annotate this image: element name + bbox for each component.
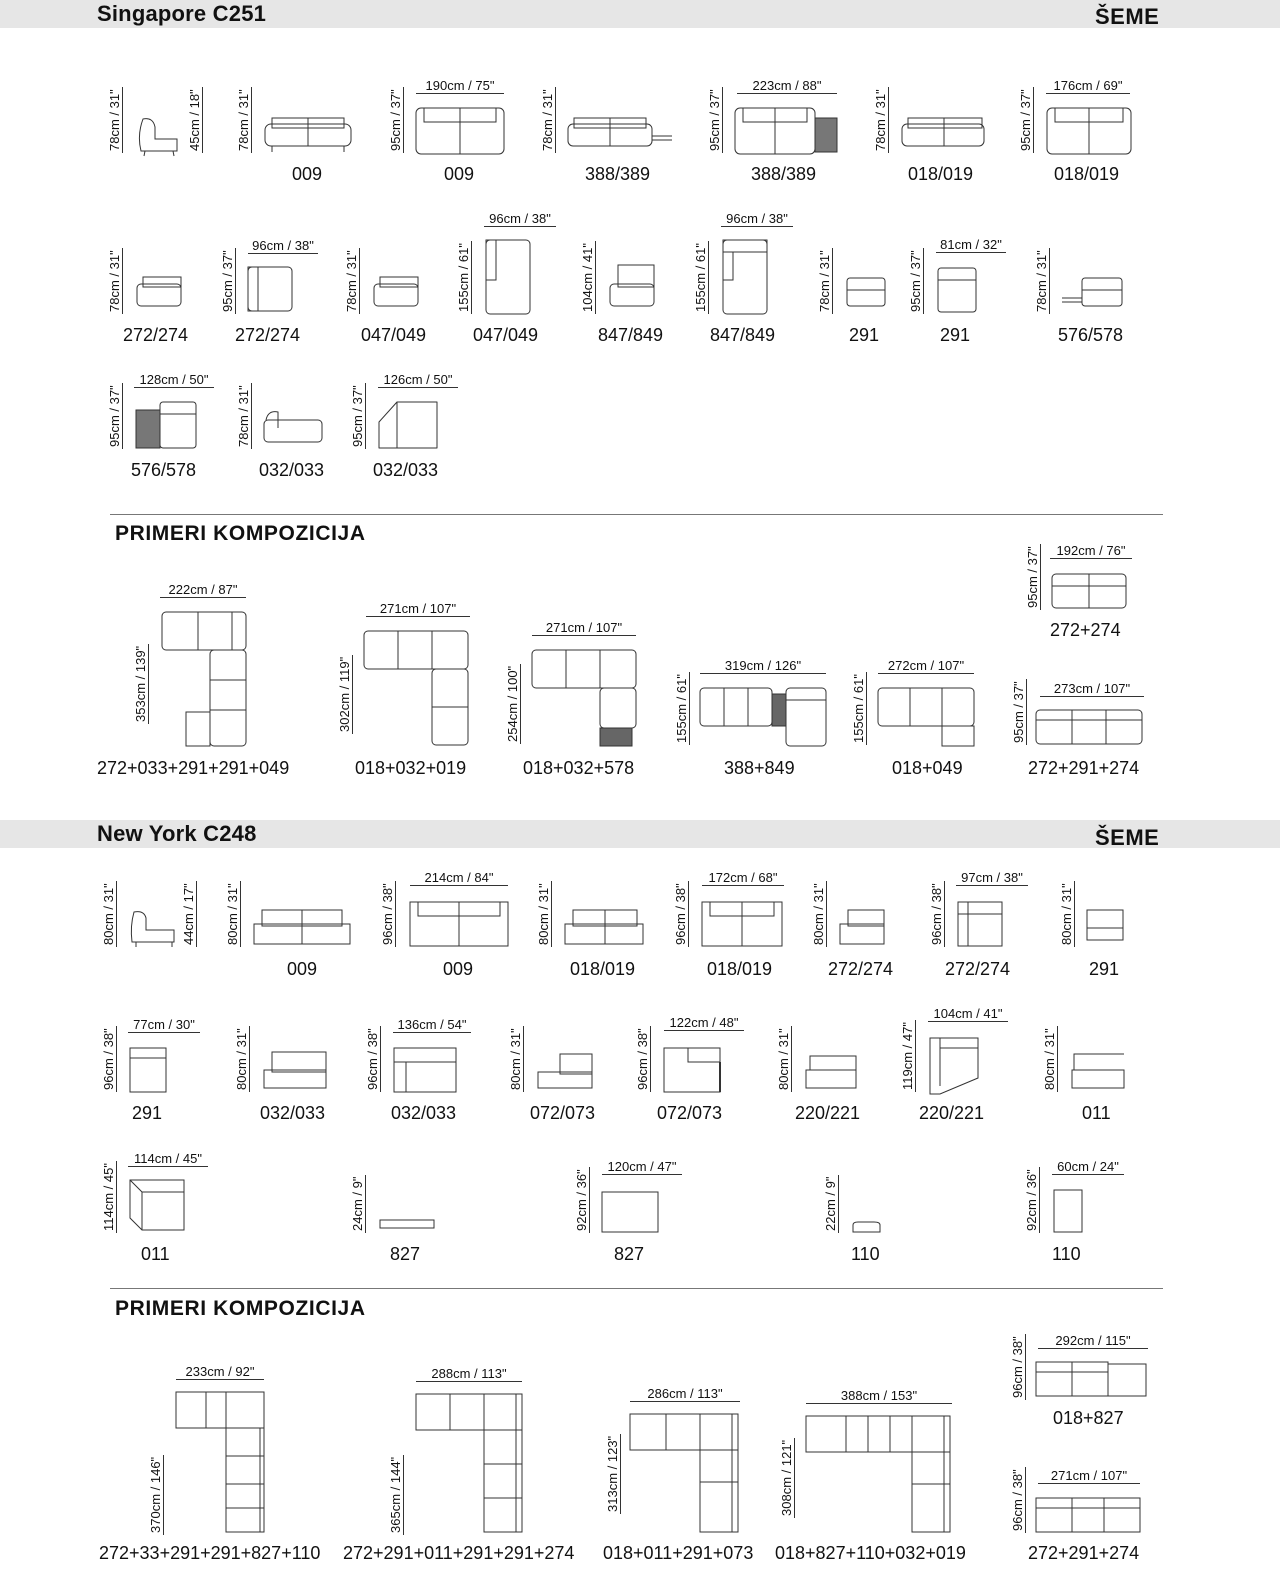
dim-height: 95cm / 37"	[350, 385, 365, 447]
composition-drawing	[1050, 570, 1130, 612]
module-drawing	[1070, 1050, 1128, 1092]
module-code: 388/389	[585, 164, 651, 184]
composition-code: 272+291+274	[1028, 1543, 1140, 1563]
module-code: 047/049	[473, 325, 539, 345]
composition-code: 272+291+274	[1028, 758, 1140, 778]
module-code: 047/049	[361, 325, 427, 345]
dim-height: 80cm / 31"	[225, 883, 240, 945]
dim-width: 190cm / 75"	[416, 78, 504, 94]
dim-width: 128cm / 50"	[134, 372, 214, 388]
section-title: New York C248	[97, 821, 257, 846]
module-code: 220/221	[919, 1103, 985, 1123]
dim-height: 96cm / 38"	[101, 1028, 116, 1090]
module-drawing	[1060, 274, 1126, 310]
composition-code: 018+032+578	[523, 758, 635, 778]
compositions-heading: PRIMERI KOMPOZICIJA	[115, 1297, 366, 1320]
module-top-view	[128, 1044, 170, 1096]
dim-height: 155cm / 61"	[693, 243, 708, 312]
compositions-heading: PRIMERI KOMPOZICIJA	[115, 522, 366, 545]
module-code: 011	[141, 1244, 170, 1264]
dim-height: 80cm / 31"	[234, 1028, 249, 1090]
divider	[110, 514, 1163, 515]
module-code: 032/033	[260, 1103, 326, 1123]
dim-height: 80cm / 31"	[1042, 1028, 1057, 1090]
module-drawing	[1085, 906, 1127, 946]
module-code: 388/389	[751, 164, 817, 184]
module-top-view	[700, 898, 786, 950]
module-top-view	[1052, 1188, 1086, 1236]
dim-height: 78cm / 31"	[236, 385, 251, 447]
module-code: 291	[940, 325, 971, 345]
dim-width: 271cm / 107"	[366, 601, 470, 617]
module-code: 576/578	[1058, 325, 1124, 345]
dim-width: 97cm / 38"	[956, 870, 1028, 886]
dim-width: 126cm / 50"	[378, 372, 458, 388]
module-code: 291	[1089, 959, 1120, 979]
dim-height: 95cm / 37"	[220, 250, 235, 312]
module-drawing	[900, 114, 988, 154]
module-top-view	[246, 265, 296, 315]
dim-width: 136cm / 54"	[393, 1017, 471, 1033]
dim-height: 96cm / 38"	[1010, 1469, 1025, 1531]
dim-height: 78cm / 31"	[107, 250, 122, 312]
module-top-view	[733, 104, 841, 156]
module-top-view	[484, 238, 534, 318]
dim-width: 271cm / 107"	[532, 620, 636, 636]
dim-width: 223cm / 88"	[737, 78, 837, 94]
module-top-view	[926, 1034, 982, 1098]
module-code: 272/274	[235, 325, 301, 345]
dim-width: 286cm / 113"	[630, 1386, 740, 1402]
module-code: 272/274	[945, 959, 1011, 979]
composition-drawing	[1034, 1358, 1150, 1400]
dim-height: 78cm / 31"	[236, 89, 251, 151]
dim-height: 78cm / 31"	[817, 250, 832, 312]
section-subtitle: ŠEME	[1095, 4, 1160, 29]
module-code: 847/849	[598, 325, 664, 345]
dim-height: 114cm / 45"	[101, 1163, 116, 1231]
section-title: Singapore C251	[97, 1, 267, 26]
dim-width: 192cm / 76"	[1050, 543, 1132, 559]
composition-drawing	[530, 646, 640, 748]
dim-height: 104cm / 41"	[580, 243, 595, 312]
dim-height: 95cm / 37"	[1011, 681, 1026, 743]
dim-width: 60cm / 24"	[1052, 1159, 1124, 1175]
module-drawing	[850, 1220, 884, 1234]
module-code: 009	[292, 164, 323, 184]
module-top-view	[134, 400, 200, 452]
module-drawing	[845, 276, 889, 310]
dim-height: 95cm / 37"	[1025, 546, 1040, 608]
composition-drawing	[1034, 1494, 1144, 1536]
module-top-view	[936, 266, 980, 316]
dim-width: 273cm / 107"	[1040, 681, 1144, 697]
dim-height: 96cm / 38"	[380, 883, 395, 945]
module-drawing	[536, 1052, 596, 1092]
module-code: 576/578	[131, 460, 197, 480]
dim-height: 92cm / 36"	[574, 1169, 589, 1231]
dim-height: 155cm / 61"	[851, 674, 866, 743]
module-top-view	[128, 1178, 188, 1234]
dim-height: 95cm / 37"	[707, 89, 722, 151]
module-top-view	[392, 1044, 460, 1096]
dim-height: 80cm / 31"	[1059, 883, 1074, 945]
dim-width: 292cm / 115"	[1038, 1333, 1148, 1349]
composition-drawing	[414, 1392, 526, 1536]
module-drawing	[563, 908, 647, 948]
module-code: 072/073	[657, 1103, 723, 1123]
dim-height: 80cm / 31"	[508, 1028, 523, 1090]
composition-drawing	[804, 1414, 954, 1536]
dim-width: 77cm / 30"	[128, 1017, 200, 1033]
dim-width: 288cm / 113"	[416, 1366, 522, 1382]
dim-height: 78cm / 31"	[107, 89, 122, 151]
dim-height: 95cm / 37"	[1018, 89, 1033, 151]
module-side-view	[128, 908, 178, 948]
module-code: 011	[1082, 1103, 1111, 1123]
module-top-view	[721, 238, 771, 318]
composition-code: 272+033+291+291+049	[97, 758, 290, 778]
dim-height: 353cm / 139"	[133, 645, 148, 722]
dim-height: 96cm / 38"	[673, 883, 688, 945]
module-drawing	[262, 408, 326, 446]
module-drawing	[262, 114, 354, 154]
dim-width: 271cm / 107"	[1038, 1468, 1140, 1484]
composition-code: 018+011+291+073	[603, 1543, 754, 1563]
dim-height: 22cm / 9"	[823, 1176, 838, 1231]
dim-height: 80cm / 31"	[101, 883, 116, 945]
module-drawing	[262, 1050, 330, 1092]
dim-height: 254cm / 100"	[505, 665, 520, 742]
dim-height: 80cm / 31"	[776, 1028, 791, 1090]
module-code: 827	[390, 1244, 421, 1264]
module-code: 291	[849, 325, 880, 345]
module-code: 272/274	[828, 959, 894, 979]
dim-height: 80cm / 31"	[536, 883, 551, 945]
module-code: 110	[1052, 1244, 1081, 1264]
composition-drawing	[698, 684, 830, 750]
composition-code: 272+33+291+291+827+110	[99, 1543, 321, 1563]
dim-width: 222cm / 87"	[160, 582, 246, 598]
dim-height: 80cm / 31"	[811, 883, 826, 945]
dim-height: 95cm / 37"	[908, 250, 923, 312]
module-code: 291	[132, 1103, 163, 1123]
dim-width: 122cm / 48"	[664, 1015, 744, 1031]
module-code: 032/033	[259, 460, 325, 480]
dim-height: 24cm / 9"	[350, 1176, 365, 1231]
module-code: 018/019	[707, 959, 773, 979]
dim-height: 78cm / 31"	[344, 250, 359, 312]
dim-width: 114cm / 45"	[128, 1151, 208, 1167]
module-top-view	[377, 400, 441, 452]
composition-drawing	[362, 627, 472, 749]
module-top-view	[600, 1188, 662, 1236]
dim-height: 95cm / 37"	[388, 89, 403, 151]
composition-code: 018+032+019	[355, 758, 467, 778]
module-code: 847/849	[710, 325, 776, 345]
composition-drawing	[1034, 706, 1146, 748]
module-top-view	[956, 898, 1006, 950]
module-side-view	[135, 115, 181, 157]
dim-width: 214cm / 84"	[410, 870, 508, 886]
module-code: 110	[851, 1244, 880, 1264]
composition-code: 388+849	[724, 758, 795, 778]
composition-code: 018+827+110+032+019	[775, 1543, 966, 1563]
composition-code: 272+274	[1050, 620, 1121, 640]
module-code: 072/073	[530, 1103, 596, 1123]
module-top-view	[662, 1044, 724, 1096]
composition-drawing	[876, 684, 980, 750]
module-top-view	[408, 898, 512, 950]
composition-drawing	[174, 1390, 268, 1536]
module-drawing	[135, 274, 185, 310]
dim-width: 96cm / 38"	[721, 211, 793, 227]
composition-drawing	[160, 608, 250, 748]
dim-width: 120cm / 47"	[602, 1159, 682, 1175]
module-top-view	[1045, 104, 1135, 156]
dim-height: 119cm / 47"	[900, 1022, 915, 1090]
dim-width: 388cm / 153"	[806, 1388, 952, 1404]
dim-height: 95cm / 37"	[107, 385, 122, 447]
dim-height: 155cm / 61"	[456, 243, 471, 312]
module-code: 018/019	[1054, 164, 1120, 184]
module-drawing	[608, 262, 658, 310]
dim-width: 176cm / 69"	[1046, 78, 1130, 94]
dim-width: 81cm / 32"	[936, 237, 1006, 253]
dim-width: 96cm / 38"	[484, 211, 556, 227]
dim-height: 92cm / 36"	[1024, 1169, 1039, 1231]
dim-height: 313cm / 123"	[605, 1435, 620, 1512]
section-subtitle: ŠEME	[1095, 825, 1160, 850]
composition-code: 272+291+011+291+291+274	[343, 1543, 575, 1563]
dim-height: 308cm / 121"	[779, 1439, 794, 1516]
dim-height: 44cm / 17"	[181, 883, 196, 945]
module-drawing	[372, 274, 422, 310]
module-drawing	[252, 908, 354, 948]
dim-height: 155cm / 61"	[674, 674, 689, 743]
dim-width: 233cm / 92"	[176, 1364, 264, 1380]
dim-width: 172cm / 68"	[702, 870, 784, 886]
dim-width: 319cm / 126"	[700, 658, 826, 674]
divider	[110, 1288, 1163, 1289]
dim-width: 272cm / 107"	[878, 658, 974, 674]
dim-height: 78cm / 31"	[873, 89, 888, 151]
module-drawing	[566, 114, 676, 154]
composition-code: 018+049	[892, 758, 963, 778]
composition-drawing	[628, 1412, 742, 1536]
module-code: 272/274	[123, 325, 189, 345]
module-code: 032/033	[391, 1103, 457, 1123]
module-code: 827	[614, 1244, 645, 1264]
dim-height: 45cm / 18"	[187, 89, 202, 151]
module-drawing	[378, 1218, 438, 1232]
module-drawing	[804, 1050, 860, 1092]
dim-height: 302cm / 119"	[337, 656, 352, 732]
dim-height: 365cm / 144"	[388, 1456, 403, 1533]
dim-width: 104cm / 41"	[928, 1006, 1008, 1022]
module-drawing	[838, 908, 888, 948]
module-code: 032/033	[373, 460, 439, 480]
composition-code: 018+827	[1053, 1408, 1124, 1428]
dim-height: 96cm / 38"	[635, 1028, 650, 1090]
dim-height: 96cm / 38"	[365, 1028, 380, 1090]
module-code: 018/019	[908, 164, 974, 184]
module-code: 009	[444, 164, 475, 184]
module-code: 018/019	[570, 959, 636, 979]
dim-height: 370cm / 146"	[148, 1456, 163, 1533]
dim-height: 78cm / 31"	[1034, 250, 1049, 312]
module-code: 009	[443, 959, 474, 979]
module-code: 220/221	[795, 1103, 861, 1123]
dim-width: 96cm / 38"	[248, 238, 318, 254]
module-top-view	[414, 104, 506, 156]
dim-height: 96cm / 38"	[1010, 1336, 1025, 1398]
dim-height: 78cm / 31"	[540, 89, 555, 151]
dim-height: 96cm / 38"	[929, 883, 944, 945]
module-code: 009	[287, 959, 318, 979]
